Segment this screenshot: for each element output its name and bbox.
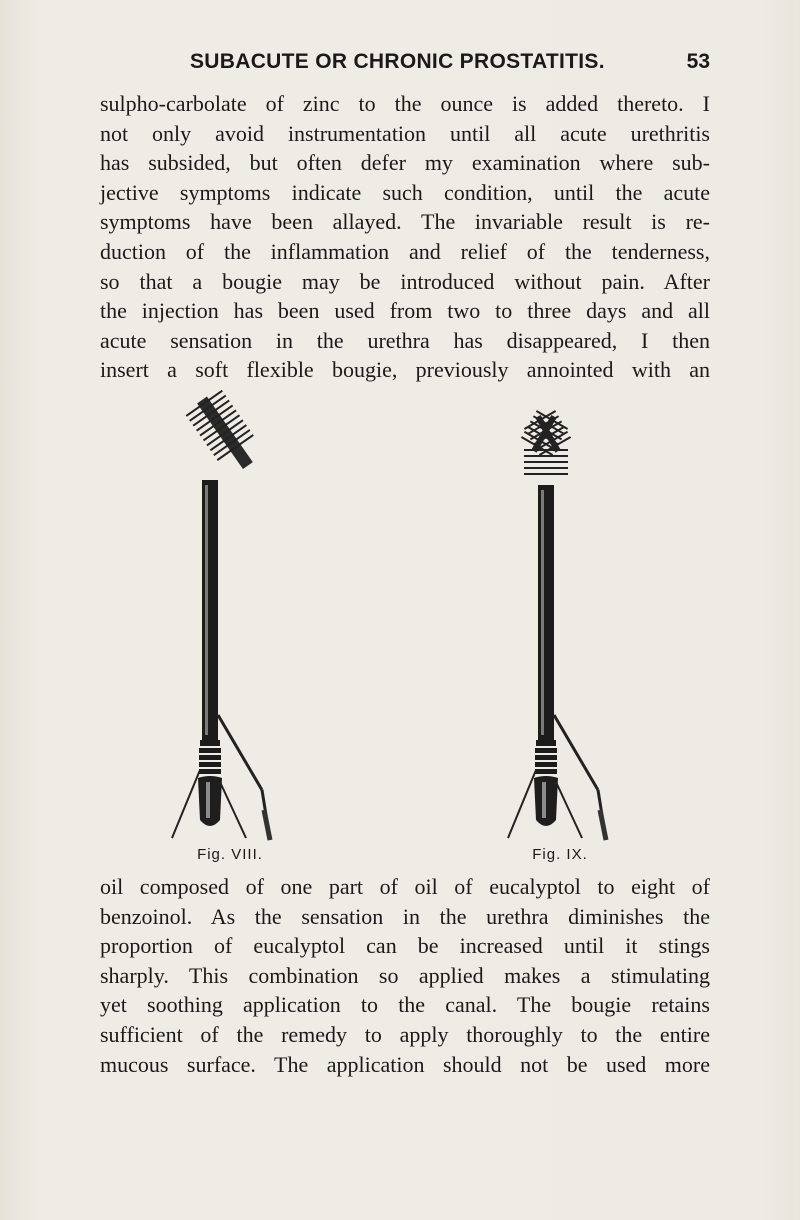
bougie-instrument-illustration xyxy=(480,390,640,846)
text-line: duction of the inflammation and relief of the tenderness, xyxy=(100,238,710,264)
text-line: oil composed of one part of oil of eucalyptol to eight of xyxy=(100,874,710,899)
paragraph-bottom xyxy=(100,872,710,1079)
paragraph-top xyxy=(100,89,710,385)
brush-head xyxy=(518,408,573,474)
text-line: not only avoid instrumentation until all acute urethritis xyxy=(100,120,710,146)
text-line: mucous surface. The application should not be used more xyxy=(100,1051,710,1077)
text-line: benzoinol. As the sensation in the urethra diminishes the xyxy=(100,903,710,929)
text-line: proportion of eucalyptol can be increased until it stings xyxy=(100,933,710,959)
text-line: symptoms have been allayed. The invariable result is re- xyxy=(100,209,710,235)
brush-head xyxy=(184,390,266,478)
figure-caption: Fig. VIII. xyxy=(197,846,263,863)
running-head xyxy=(100,50,710,80)
bougie-instrument-illustration xyxy=(150,390,310,846)
text-line: acute sensation in the urethra has disappeared, I then xyxy=(100,327,710,353)
figure-viii xyxy=(150,390,310,870)
text-line: insert a soft flexible bougie, previously annointed with an xyxy=(100,357,710,383)
text-line: the injection has been used from two to three days and all xyxy=(100,298,710,324)
page-number: 53 xyxy=(686,50,710,73)
text-line: so that a bougie may be introduced without pain. After xyxy=(100,268,710,294)
figure-ix xyxy=(480,390,640,870)
figure-caption: Fig. IX. xyxy=(532,846,588,863)
text-line: sharply. This combination so applied makes a stimulating xyxy=(100,962,710,988)
text-line: sufficient of the remedy to apply thoroughly to the entire xyxy=(100,1021,710,1047)
text-line: yet soothing application to the canal. The bougie retains xyxy=(100,992,710,1018)
text-line: sulpho-carbolate of zinc to the ounce is added thereto. I xyxy=(100,91,710,116)
text-line: jective symptoms indicate such condition, until the acute xyxy=(100,179,710,205)
figures-row xyxy=(100,390,710,870)
running-title: SUBACUTE OR CHRONIC PROSTATITIS. xyxy=(190,50,605,73)
text-line: has subsided, but often defer my examination where sub- xyxy=(100,150,710,176)
